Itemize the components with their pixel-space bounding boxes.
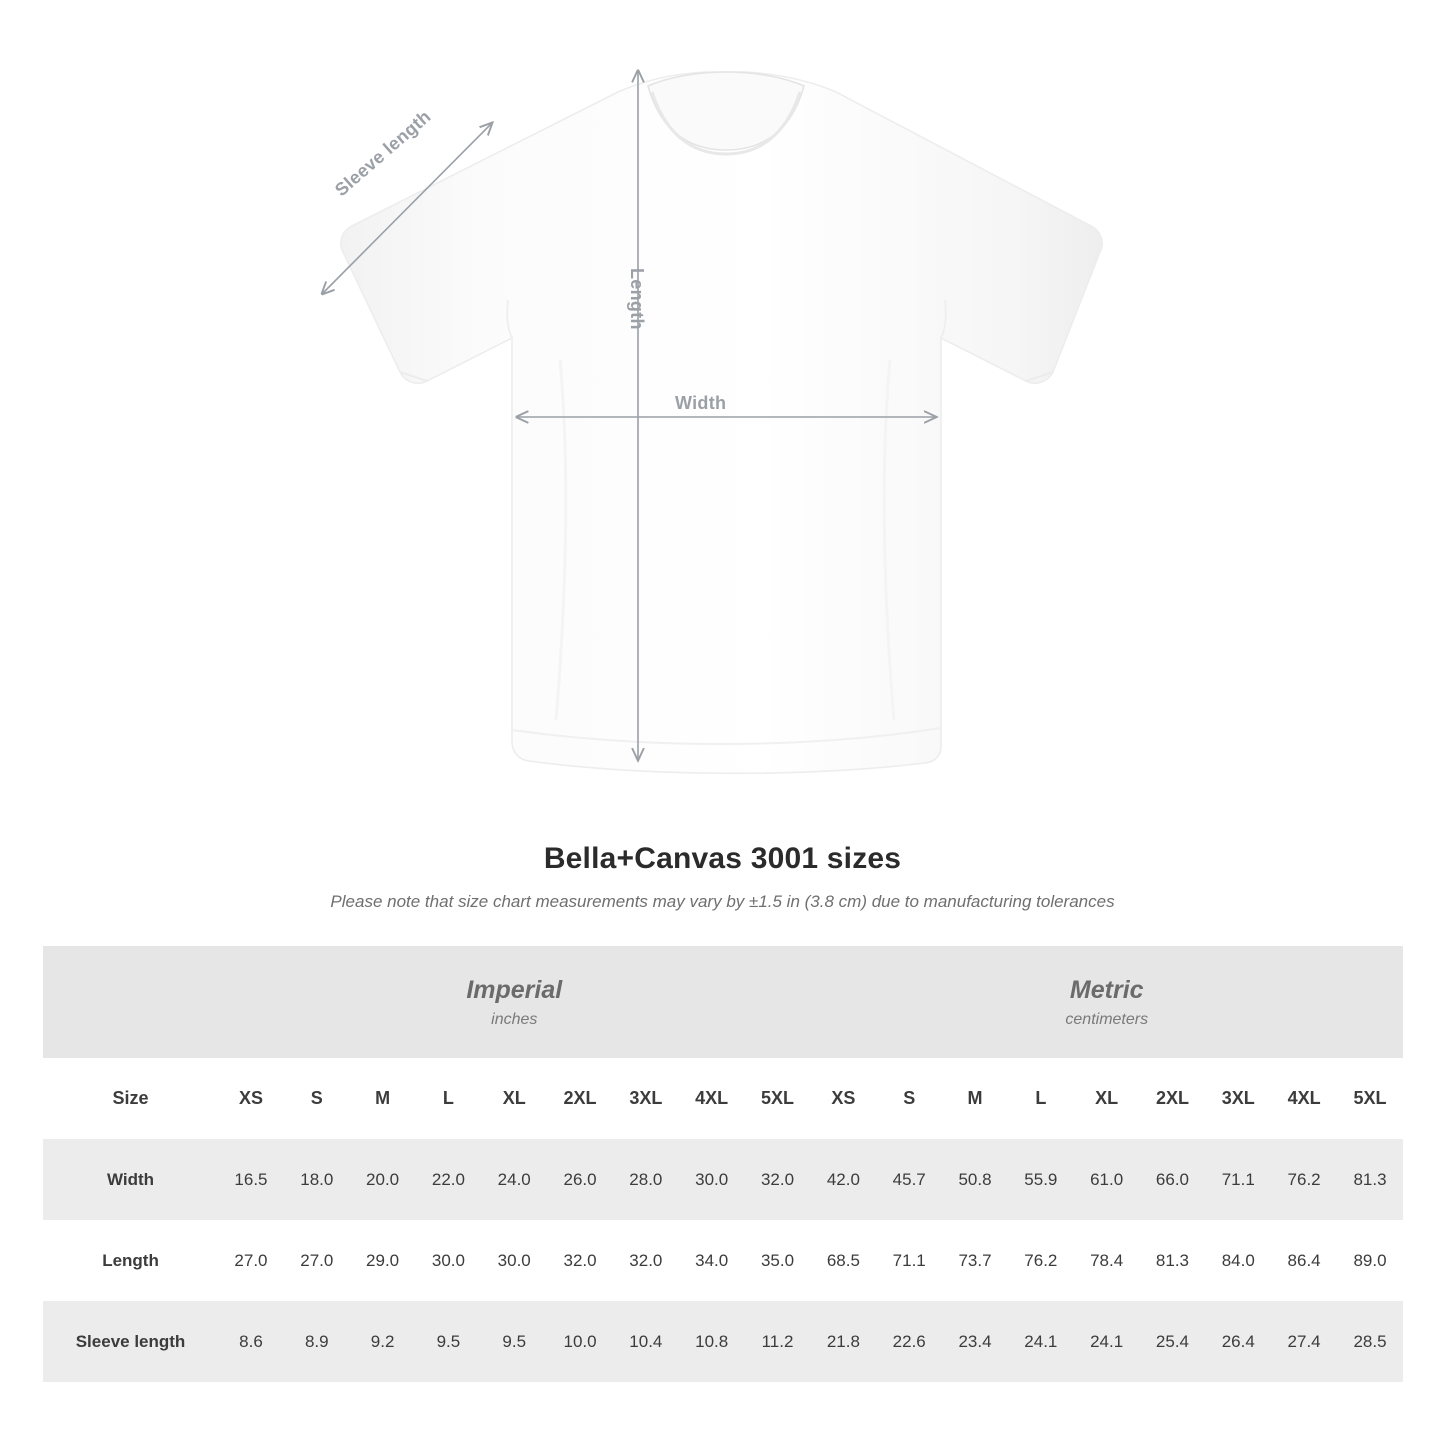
size-col-header: XL (1074, 1058, 1140, 1139)
unit-header-row (43, 946, 1403, 1058)
table-cell: 78.4 (1074, 1220, 1140, 1301)
table-cell: 9.5 (416, 1301, 482, 1382)
size-col-header: 3XL (613, 1058, 679, 1139)
table-cell: 32.0 (613, 1220, 679, 1301)
size-col-header: XL (481, 1058, 547, 1139)
size-col-header: S (876, 1058, 942, 1139)
row-label-sleeve-length: Sleeve length (43, 1301, 218, 1382)
table-cell: 50.8 (942, 1139, 1008, 1220)
size-col-header: L (416, 1058, 482, 1139)
table-cell: 20.0 (350, 1139, 416, 1220)
table-cell: 24.0 (481, 1139, 547, 1220)
table-cell: 76.2 (1271, 1139, 1337, 1220)
imperial-group-header (218, 946, 810, 1058)
table-cell: 42.0 (810, 1139, 876, 1220)
size-col-header: 4XL (1271, 1058, 1337, 1139)
size-table (43, 946, 1403, 1382)
size-col-header: 3XL (1205, 1058, 1271, 1139)
table-cell: 18.0 (284, 1139, 350, 1220)
table-row (43, 1139, 1403, 1220)
sleeve-length-label: Sleeve length (331, 106, 435, 201)
table-cell: 23.4 (942, 1301, 1008, 1382)
size-col-header: 5XL (745, 1058, 811, 1139)
table-cell: 16.5 (218, 1139, 284, 1220)
table-cell: 86.4 (1271, 1220, 1337, 1301)
metric-title: Metric (1069, 976, 1144, 1005)
table-cell: 66.0 (1140, 1139, 1206, 1220)
table-cell: 81.3 (1337, 1139, 1403, 1220)
table-cell: 24.1 (1074, 1301, 1140, 1382)
size-col-header: XS (810, 1058, 876, 1139)
table-cell: 10.8 (679, 1301, 745, 1382)
table-cell: 55.9 (1008, 1139, 1074, 1220)
table-cell: 71.1 (1205, 1139, 1271, 1220)
unit-spacer-cell (43, 946, 218, 1058)
page-title: Bella+Canvas 3001 sizes (543, 842, 902, 875)
table-cell: 32.0 (745, 1139, 811, 1220)
table-cell: 71.1 (876, 1220, 942, 1301)
table-cell: 21.8 (810, 1301, 876, 1382)
table-row (43, 1220, 1403, 1301)
imperial-title: Imperial (466, 976, 563, 1005)
metric-group-header (810, 946, 1403, 1058)
size-col-header: S (284, 1058, 350, 1139)
size-table-container (43, 946, 1403, 1382)
metric-subtitle: centimeters (1065, 1010, 1149, 1028)
row-label-length: Length (43, 1220, 218, 1301)
size-header-label: Size (43, 1058, 218, 1139)
table-cell: 30.0 (679, 1139, 745, 1220)
table-cell: 25.4 (1140, 1301, 1206, 1382)
table-cell: 27.0 (284, 1220, 350, 1301)
tolerance-note: Please note that size chart measurements may vary by ±1.5 in (3.8 cm) due to manufacturing tolerances (330, 892, 1115, 911)
table-cell: 73.7 (942, 1220, 1008, 1301)
size-col-header: L (1008, 1058, 1074, 1139)
table-cell: 8.6 (218, 1301, 284, 1382)
size-col-header: M (350, 1058, 416, 1139)
imperial-subtitle: inches (491, 1010, 538, 1028)
table-cell: 30.0 (416, 1220, 482, 1301)
width-label: Width (675, 393, 727, 413)
size-col-header: XS (218, 1058, 284, 1139)
size-col-header: 2XL (1140, 1058, 1206, 1139)
table-cell: 35.0 (745, 1220, 811, 1301)
table-cell: 26.4 (1205, 1301, 1271, 1382)
table-cell: 8.9 (284, 1301, 350, 1382)
table-cell: 22.0 (416, 1139, 482, 1220)
table-cell: 28.5 (1337, 1301, 1403, 1382)
table-cell: 61.0 (1074, 1139, 1140, 1220)
table-cell: 22.6 (876, 1301, 942, 1382)
table-cell: 68.5 (810, 1220, 876, 1301)
length-label: Length (627, 268, 647, 330)
size-col-header: M (942, 1058, 1008, 1139)
table-cell: 81.3 (1140, 1220, 1206, 1301)
table-cell: 89.0 (1337, 1220, 1403, 1301)
table-cell: 34.0 (679, 1220, 745, 1301)
tshirt-shape (341, 72, 1102, 773)
table-row (43, 1301, 1403, 1382)
table-cell: 10.4 (613, 1301, 679, 1382)
table-cell: 10.0 (547, 1301, 613, 1382)
size-col-header: 5XL (1337, 1058, 1403, 1139)
table-cell: 45.7 (876, 1139, 942, 1220)
table-cell: 11.2 (745, 1301, 811, 1382)
table-cell: 32.0 (547, 1220, 613, 1301)
table-cell: 26.0 (547, 1139, 613, 1220)
size-header-row (43, 1058, 1403, 1139)
table-cell: 84.0 (1205, 1220, 1271, 1301)
table-cell: 30.0 (481, 1220, 547, 1301)
size-col-header: 2XL (547, 1058, 613, 1139)
table-cell: 27.0 (218, 1220, 284, 1301)
table-cell: 28.0 (613, 1139, 679, 1220)
title-block (0, 842, 1445, 912)
table-cell: 9.5 (481, 1301, 547, 1382)
table-cell: 27.4 (1271, 1301, 1337, 1382)
table-cell: 24.1 (1008, 1301, 1074, 1382)
table-cell: 76.2 (1008, 1220, 1074, 1301)
row-label-width: Width (43, 1139, 218, 1220)
size-col-header: 4XL (679, 1058, 745, 1139)
table-cell: 29.0 (350, 1220, 416, 1301)
table-cell: 9.2 (350, 1301, 416, 1382)
